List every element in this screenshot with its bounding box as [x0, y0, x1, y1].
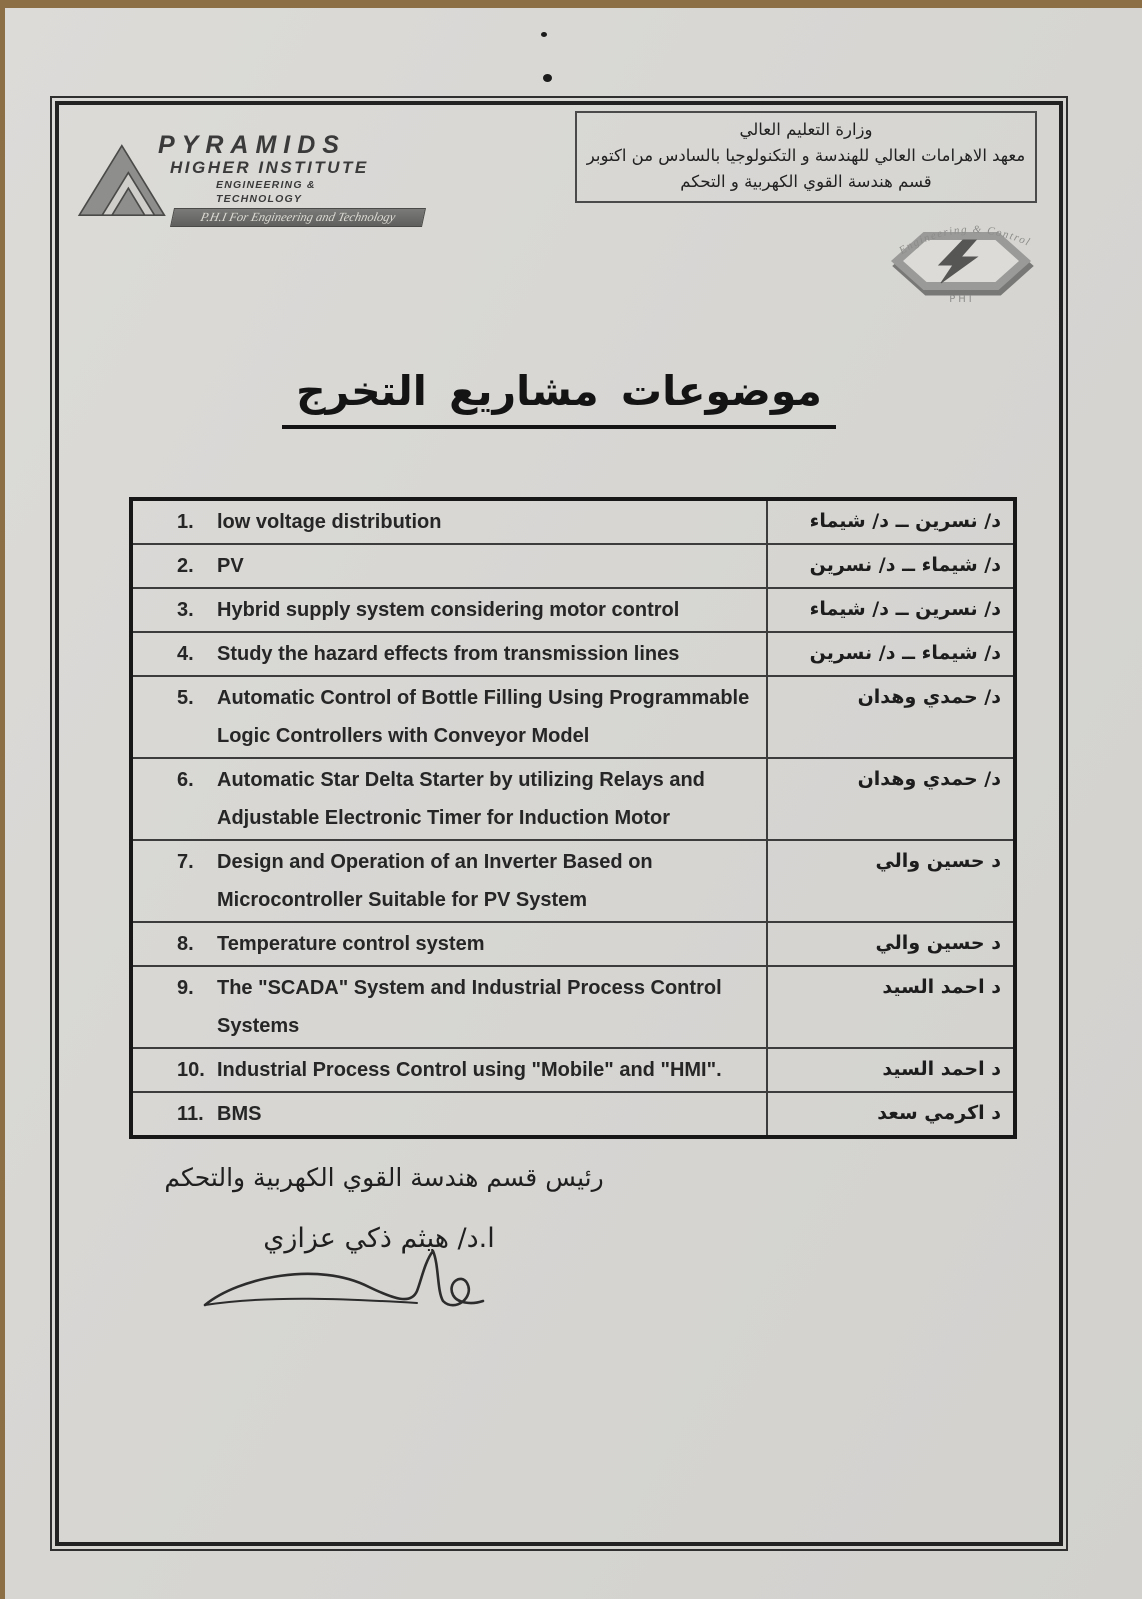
topic-text: Automatic Star Delta Starter by utilizing Relays and Adjustable Electronic Timer for Induction Motor	[217, 769, 705, 829]
topic-cell	[131, 544, 767, 588]
logo-tagline: ENGINEERING & TECHNOLOGY	[216, 179, 316, 205]
department-stamp	[877, 209, 1047, 304]
stamp-arc-text: Engineering & Control	[897, 223, 1033, 257]
supervisor-cell: د احمد السيد	[767, 966, 1015, 1048]
topic-number: 9.	[177, 977, 194, 999]
topic-number: 2.	[177, 555, 194, 577]
topic-text: Industrial Process Control using "Mobile" and "HMI".	[217, 1059, 722, 1081]
supervisor-cell: د/ شيماء ــ د/ نسرين	[767, 632, 1015, 676]
table-row	[131, 922, 1015, 966]
supervisor-cell: د/ حمدي وهدان	[767, 758, 1015, 840]
supervisor-cell: د/ حمدي وهدان	[767, 676, 1015, 758]
ministry-line-2: معهد الاهرامات العالي للهندسة و التكنولوجيا بالسادس من اكتوبر	[586, 146, 1026, 165]
supervisor-cell: د احمد السيد	[767, 1048, 1015, 1092]
page-frame	[50, 96, 1068, 1551]
table-row	[131, 632, 1015, 676]
table-row	[131, 544, 1015, 588]
table-row	[131, 676, 1015, 758]
logo-title: PYRAMIDS	[158, 131, 346, 159]
footer-name-line: ا.د/ هيثم ذكي عزازي	[263, 1223, 495, 1254]
topic-text: Study the hazard effects from transmission lines	[217, 643, 680, 665]
topic-number: 6.	[177, 769, 194, 791]
topic-number: 7.	[177, 851, 194, 873]
supervisor-cell: د حسين والي	[767, 922, 1015, 966]
supervisor-cell: د حسين والي	[767, 840, 1015, 922]
topic-number: 1.	[177, 511, 194, 533]
table-row	[131, 758, 1015, 840]
topic-text: The "SCADA" System and Industrial Process Control Systems	[217, 977, 722, 1037]
topic-cell	[131, 588, 767, 632]
topic-text: Hybrid supply system considering motor control	[217, 599, 680, 621]
topic-number: 5.	[177, 687, 194, 709]
topic-number: 11.	[177, 1103, 204, 1125]
topic-text: Automatic Control of Bottle Filling Using Programmable Logic Controllers with Conveyor Model	[217, 687, 750, 747]
topic-text: PV	[217, 555, 244, 577]
stamp-hexagon-icon	[877, 209, 1047, 304]
topic-cell	[131, 1092, 767, 1137]
topic-text: BMS	[217, 1103, 262, 1125]
stamp-phi-text: PHI	[949, 294, 975, 304]
logo-text-block	[158, 131, 397, 227]
supervisor-cell: د/ نسرين ــ د/ شيماء	[767, 588, 1015, 632]
page-frame-inner	[55, 101, 1063, 1546]
ink-dot	[541, 32, 547, 37]
title-wrap	[59, 367, 1059, 429]
page-title: موضوعات مشاريع التخرج	[282, 367, 836, 429]
topic-cell	[131, 499, 767, 544]
topic-number: 8.	[177, 933, 194, 955]
institute-logo	[76, 130, 397, 230]
topic-cell	[131, 676, 767, 758]
ministry-header-box	[575, 111, 1037, 203]
footer-role-line: رئيس قسم هندسة القوي الكهربية والتحكم	[164, 1163, 604, 1192]
topic-text: Temperature control system	[217, 933, 485, 955]
topic-text: low voltage distribution	[217, 511, 442, 533]
table-row	[131, 840, 1015, 922]
logo-subtitle: HIGHER INSTITUTE	[170, 158, 369, 177]
ministry-line-1: وزارة التعليم العالي	[739, 120, 873, 139]
topic-number: 10.	[177, 1059, 205, 1081]
signature-scribble	[199, 1243, 509, 1323]
ink-dot	[543, 74, 552, 82]
topic-number: 4.	[177, 643, 194, 665]
topic-number: 3.	[177, 599, 194, 621]
table-row	[131, 499, 1015, 544]
table-row	[131, 1048, 1015, 1092]
topic-cell	[131, 632, 767, 676]
table-row	[131, 1092, 1015, 1137]
table-row	[131, 588, 1015, 632]
supervisor-cell: د اكرمي سعد	[767, 1092, 1015, 1137]
topic-cell	[131, 966, 767, 1048]
supervisor-cell: د/ شيماء ــ د/ نسرين	[767, 544, 1015, 588]
topic-cell	[131, 922, 767, 966]
ministry-line-3: قسم هندسة القوي الكهربية و التحكم	[680, 172, 932, 191]
logo-banner: P.H.I For Engineering and Technology	[170, 208, 426, 227]
topic-cell	[131, 1048, 767, 1092]
supervisor-cell: د/ نسرين ــ د/ شيماء	[809, 510, 1001, 532]
topic-cell	[131, 840, 767, 922]
scanned-paper	[5, 8, 1142, 1599]
projects-table	[129, 497, 1017, 1139]
pyramid-icon	[76, 130, 166, 230]
topic-cell	[131, 758, 767, 840]
table-row	[131, 966, 1015, 1048]
topic-text: Design and Operation of an Inverter Based on Microcontroller Suitable for PV System	[217, 851, 653, 911]
